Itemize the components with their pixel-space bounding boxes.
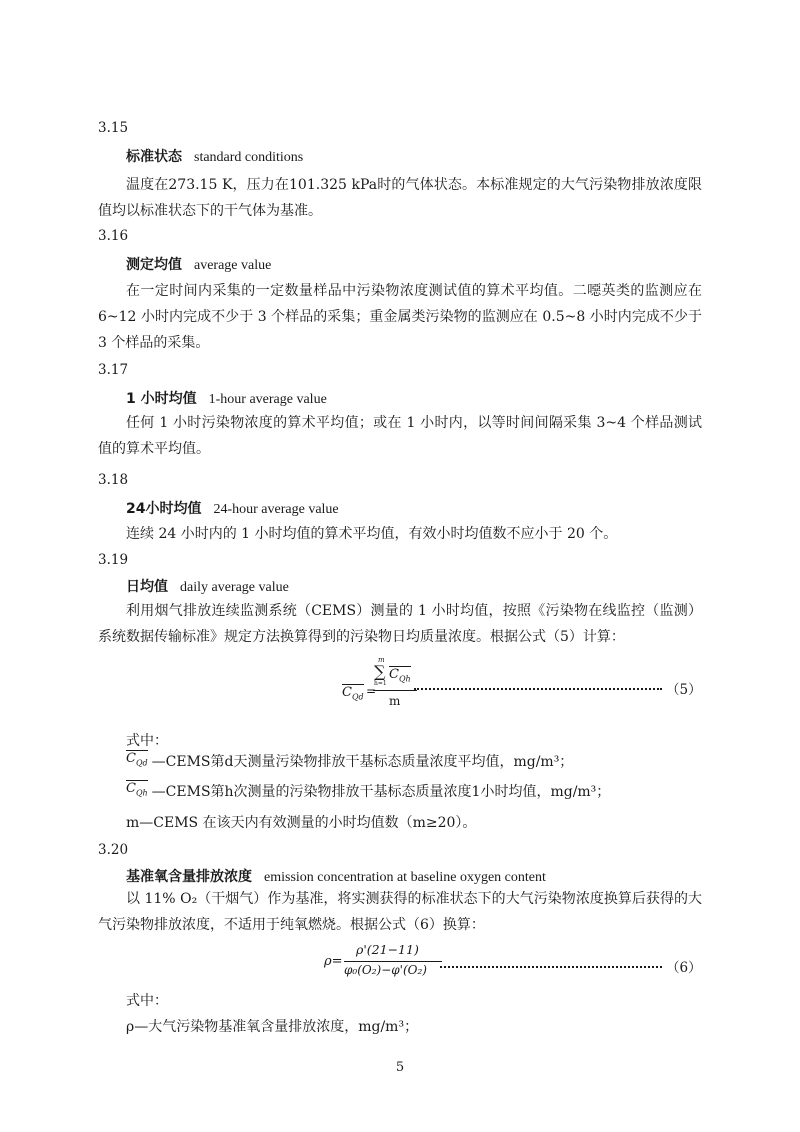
term-heading	[126, 866, 546, 886]
formula-numerator: $C_{Qh}$	[389, 666, 411, 687]
term-en: daily average value	[180, 580, 289, 595]
formula-denominator: m	[389, 694, 401, 708]
variable-definition	[126, 780, 610, 801]
leader-dots	[414, 688, 662, 690]
definition-paragraph: 任何 1 小时污染物浓度的算术平均值；或在 1 小时内，以等时间间隔采集 3~4 个样品测试值的算术平均值。	[98, 415, 702, 457]
definition-paragraph: 连续 24 小时内的 1 小时均值的算术平均值，有效小时均值数不应小于 20 个。	[126, 526, 618, 542]
variable-symbol: $C_{Qh}$	[126, 780, 148, 801]
formula-5	[342, 656, 422, 712]
variable-definition	[126, 750, 573, 771]
equation-number: （5）	[666, 682, 702, 698]
term-heading	[126, 254, 271, 274]
term-zh: 24小时均值	[126, 501, 202, 517]
definition-paragraph: 温度在273.15 K，压力在101.325 kPa时的气体状态。本标准规定的大气污染物排放浓度限值均以标准状态下的干气体为基准。	[98, 177, 702, 219]
term-heading	[126, 498, 339, 518]
equation-number: （6）	[666, 960, 702, 976]
section-number: 3.18	[98, 472, 129, 488]
term-zh: 测定均值	[126, 257, 182, 273]
definition-paragraph: 以 11% O₂（干烟气）作为基准，将实测获得的标准状态下的大气污染物浓度换算后获得的大气污染物排放浓度，不适用于纯氧燃烧。根据公式（6）换算：	[98, 891, 702, 933]
sigma-symbol: ∑	[374, 662, 386, 681]
equals-sign: =	[366, 684, 377, 698]
where-label: 式中：	[126, 733, 168, 749]
term-en: 1-hour average value	[208, 392, 327, 407]
formula-6	[324, 942, 444, 988]
term-en: average value	[194, 258, 272, 273]
term-zh: 标准状态	[126, 149, 182, 165]
formula-denominator: φ₀(O₂)−φ'(O₂)	[344, 963, 427, 977]
formula-lhs: ρ=	[324, 954, 343, 969]
fraction-bar	[344, 961, 442, 962]
fraction-bar	[373, 690, 417, 691]
term-en: 24-hour average value	[213, 502, 339, 517]
where-label: 式中：	[126, 993, 168, 1009]
term-heading	[126, 146, 303, 166]
leader-dots	[440, 966, 662, 968]
section-number: 3.16	[98, 228, 129, 244]
variable-definition: ρ—大气污染物基准氧含量排放浓度，mg/m³；	[126, 1019, 419, 1035]
section-number: 3.17	[98, 362, 129, 378]
sum-upper-limit: m	[378, 656, 385, 664]
term-zh: 日均值	[126, 579, 168, 595]
variable-definition: m—CEMS 在该天内有效测量的小时均值数（m≥20）。	[126, 815, 477, 831]
sum-lower-limit: h=1	[374, 680, 387, 687]
formula-numerator: ρ'(21−11)	[356, 942, 419, 957]
page-number: 5	[395, 1060, 405, 1075]
term-zh: 基准氧含量排放浓度	[126, 869, 252, 885]
variable-text: —CEMS第h次测量的污染物排放干基标态质量浓度1小时均值，mg/m³；	[151, 783, 611, 800]
section-number: 3.19	[98, 552, 129, 568]
term-heading	[126, 388, 327, 408]
definition-paragraph: 在一定时间内采集的一定数量样品中污染物浓度测试值的算术平均值。二噁英类的监测应在6~12 小时内完成不少于 3 个样品的采集；重金属类污染物的监测应在 0.5~8 小时内完成不少于 3 个样品的采集。	[98, 283, 702, 351]
term-zh: 1 小时均值	[126, 391, 197, 407]
formula-lhs: $C_{Qd}$	[342, 684, 364, 705]
term-en: standard conditions	[194, 150, 304, 165]
term-heading	[126, 576, 289, 596]
section-number: 3.20	[98, 842, 129, 858]
term-en: emission concentration at baseline oxygen content	[264, 870, 546, 885]
definition-paragraph: 利用烟气排放连续监测系统（CEMS）测量的 1 小时均值，按照《污染物在线监控（监测）系统数据传输标准》规定方法换算得到的污染物日均质量浓度。根据公式（5）计算：	[98, 603, 702, 645]
section-number: 3.15	[98, 120, 129, 136]
variable-text: —CEMS第d天测量污染物排放干基标态质量浓度平均值，mg/m³；	[151, 753, 574, 770]
variable-symbol: $C_{Qd}$	[126, 750, 148, 771]
